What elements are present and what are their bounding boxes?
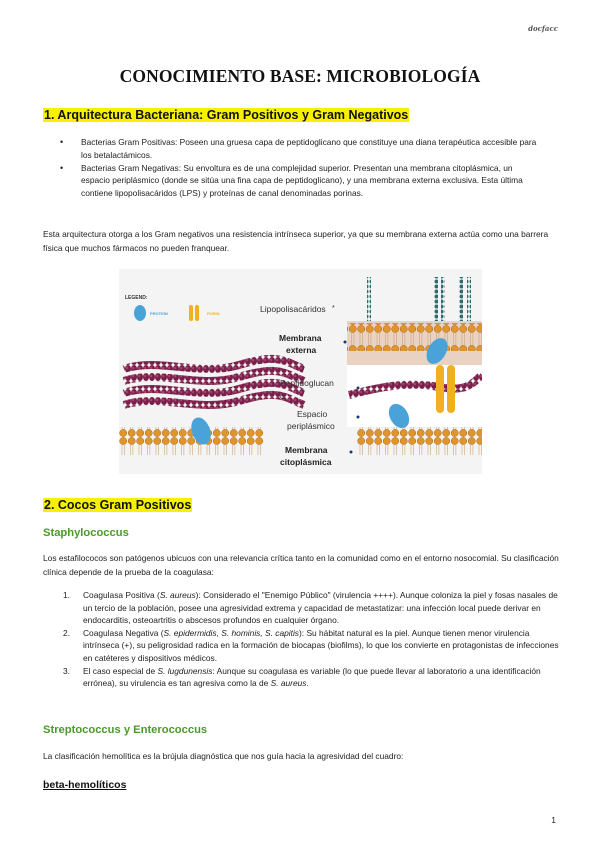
label-outer-membrane-1: Membrana <box>279 333 322 343</box>
watermark: docfacc <box>528 24 558 33</box>
label-cyto-membrane-1: Membrana <box>285 445 328 455</box>
section1-bullet-list <box>60 136 540 200</box>
label-periplasm-2: periplásmico <box>287 421 335 431</box>
section1-paragraph: Esta arquitectura otorga a los Gram negativos una resistencia intrínseca superior, ya que su membrana externa actúa como una barrera física que muchos fármacos no pueden franquear. <box>43 229 549 253</box>
staph-item-1: 1. Coagulasa Positiva (S. aureus): Considerado el "Enemigo Público" (virulencia ++++). Aunque coloniza la piel y fosas nasales de un tercio de la población, posee una agresividad extrema y capacidad de metastatizar: una infección local puede derivar en endocarditis, osteoartritis o abscesos profundos en cualquier órgano. <box>63 590 558 626</box>
legend-title: LEGEND: <box>125 295 148 301</box>
bullet-gram-positive: • Bacterias Gram Positivas: Poseen una gruesa capa de peptidoglicano que constituye una diana terapéutica accesible para los betalactámicos. <box>60 136 540 162</box>
bullet-gram-negative: • Bacterias Gram Negativas: Su envoltura es de una complejidad superior. Presentan una membrana citoplásmica, un espacio periplásmico (donde se sitúa una fina capa de peptidoglicano), y una membrana externa exclusiva. Esta última contiene lipopolisacáridos (LPS) y proteínas de canal denominadas porinas. <box>60 162 540 200</box>
outer-membrane <box>347 323 482 351</box>
label-peptidoglycan-2: o <box>280 391 285 401</box>
label-periplasm-1: Espacio <box>297 409 328 419</box>
staph-intro: Los estafilococos son patógenos ubicuos con una relevancia crítica tanto en la comunidad como en el entorno nosocomial. Su clasificación clínica depende de la prueba de la coagulasa: <box>43 553 559 577</box>
label-outer-membrane-2: externa <box>286 345 317 355</box>
staph-list <box>63 589 563 690</box>
strep-intro: La clasificación hemolítica es la brújula diagnóstica que nos guía hacia la agresividad del cuadro: <box>43 751 404 761</box>
strep-heading: Streptococcus y Enterococcus <box>43 724 208 736</box>
gram-positive-membrane <box>119 427 264 455</box>
legend-porin-icon <box>189 305 193 321</box>
legend-porin-label: PORIN <box>207 311 220 316</box>
staph-heading: Staphylococcus <box>43 527 129 539</box>
legend-protein-icon <box>134 305 146 321</box>
legend-protein-label: PROTEIN <box>150 311 168 316</box>
svg-text:*: * <box>332 305 335 312</box>
label-peptidoglycan-1: Peptidoglucan <box>280 378 334 388</box>
cytoplasmic-membrane <box>357 427 482 455</box>
section1-heading: 1. Arquitectura Bacteriana: Gram Positivos y Gram Negativos <box>44 108 409 122</box>
staph-item-3: 3. El caso especial de S. lugdunensis: Aunque su coagulasa es variable (lo que puede llevar al laboratorio a una identificación errónea), su virulencia es tan agresiva como la de S. aureus. <box>63 665 541 689</box>
page-title: CONOCIMIENTO BASE: MICROBIOLOGÍA <box>119 66 481 86</box>
page-number: 1 <box>551 815 556 825</box>
cell-wall-diagram <box>119 269 482 474</box>
label-lps: Lipopolisacáridos <box>260 304 326 314</box>
staph-item-2: 2. Coagulasa Negativa (S. epidermidis, S. hominis, S. capitis): Su hábitat natural es la piel. Aunque tienen menor virulencia intrínseca (+), su peligrosidad radica en la formación de biocapas (biofilms), lo que los convierte en protagonistas de infecciones en catéteres y dispositivos médicos. <box>63 627 559 663</box>
section2-heading: 2. Cocos Gram Positivos <box>44 498 192 512</box>
beta-hemolytic-heading: beta-hemolíticos <box>43 779 127 791</box>
label-cyto-membrane-2: citoplásmica <box>280 457 332 467</box>
